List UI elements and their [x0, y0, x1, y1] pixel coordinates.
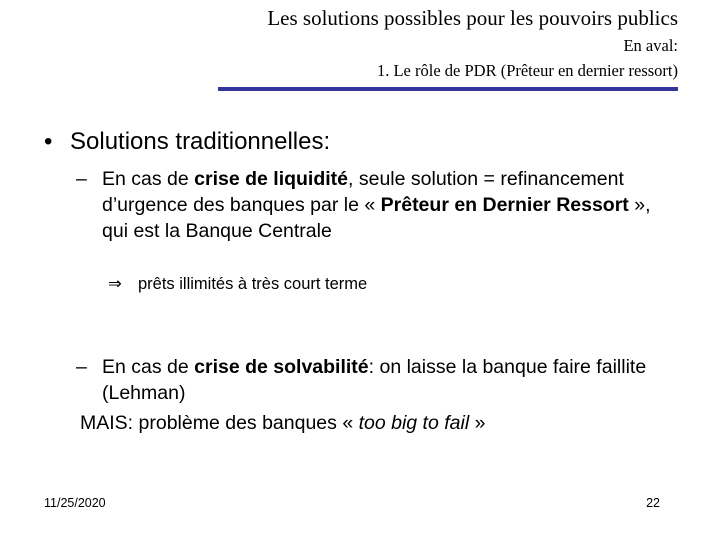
- slide-subtitle-topic: 1. Le rôle de PDR (Prêteur en dernier ressort): [376, 61, 678, 80]
- bullet-traditional-solutions: [44, 128, 330, 156]
- item-solvency-text: [76, 354, 676, 406]
- page-number: 22: [646, 496, 660, 510]
- mais-line: [80, 412, 485, 435]
- bullet-text: Solutions traditionnelles:: [70, 128, 331, 155]
- bold-term-liquidity: crise de liquidité: [194, 168, 349, 190]
- header-rule: [218, 87, 678, 91]
- text-run: », qui est la Banque Centrale: [102, 194, 651, 242]
- item-solvency-crisis: [76, 354, 676, 406]
- text-run: En cas de: [102, 356, 195, 378]
- italic-too-big-to-fail: too big to fail: [358, 412, 470, 434]
- implication-line: [108, 274, 367, 294]
- text-run: , seule solution = refinancement d’urgence des banques par le «: [102, 168, 624, 216]
- text-run: : on laisse la banque faire faillite (Lehman): [102, 356, 647, 404]
- item-liquidity-text: [76, 166, 676, 244]
- implies-arrow-icon: ⇒: [108, 274, 122, 293]
- dash-icon: –: [76, 168, 87, 190]
- text-run: »: [469, 412, 486, 434]
- bullet-icon: •: [44, 128, 53, 155]
- dash-icon: –: [76, 356, 87, 378]
- bold-term-solvency: crise de solvabilité: [194, 356, 369, 378]
- footer-date: 11/25/2020: [44, 496, 106, 510]
- slide-title: Les solutions possibles pour les pouvoirs publics: [267, 6, 678, 30]
- text-run: MAIS: problème des banques «: [80, 412, 359, 434]
- slide-subtitle-section: En aval:: [623, 36, 678, 55]
- implication-text: prêts illimités à très court terme: [138, 275, 368, 293]
- item-liquidity-crisis: [76, 166, 676, 244]
- text-run: En cas de: [102, 168, 195, 190]
- bold-term-lender-of-last-resort: Prêteur en Dernier Ressort: [380, 194, 629, 216]
